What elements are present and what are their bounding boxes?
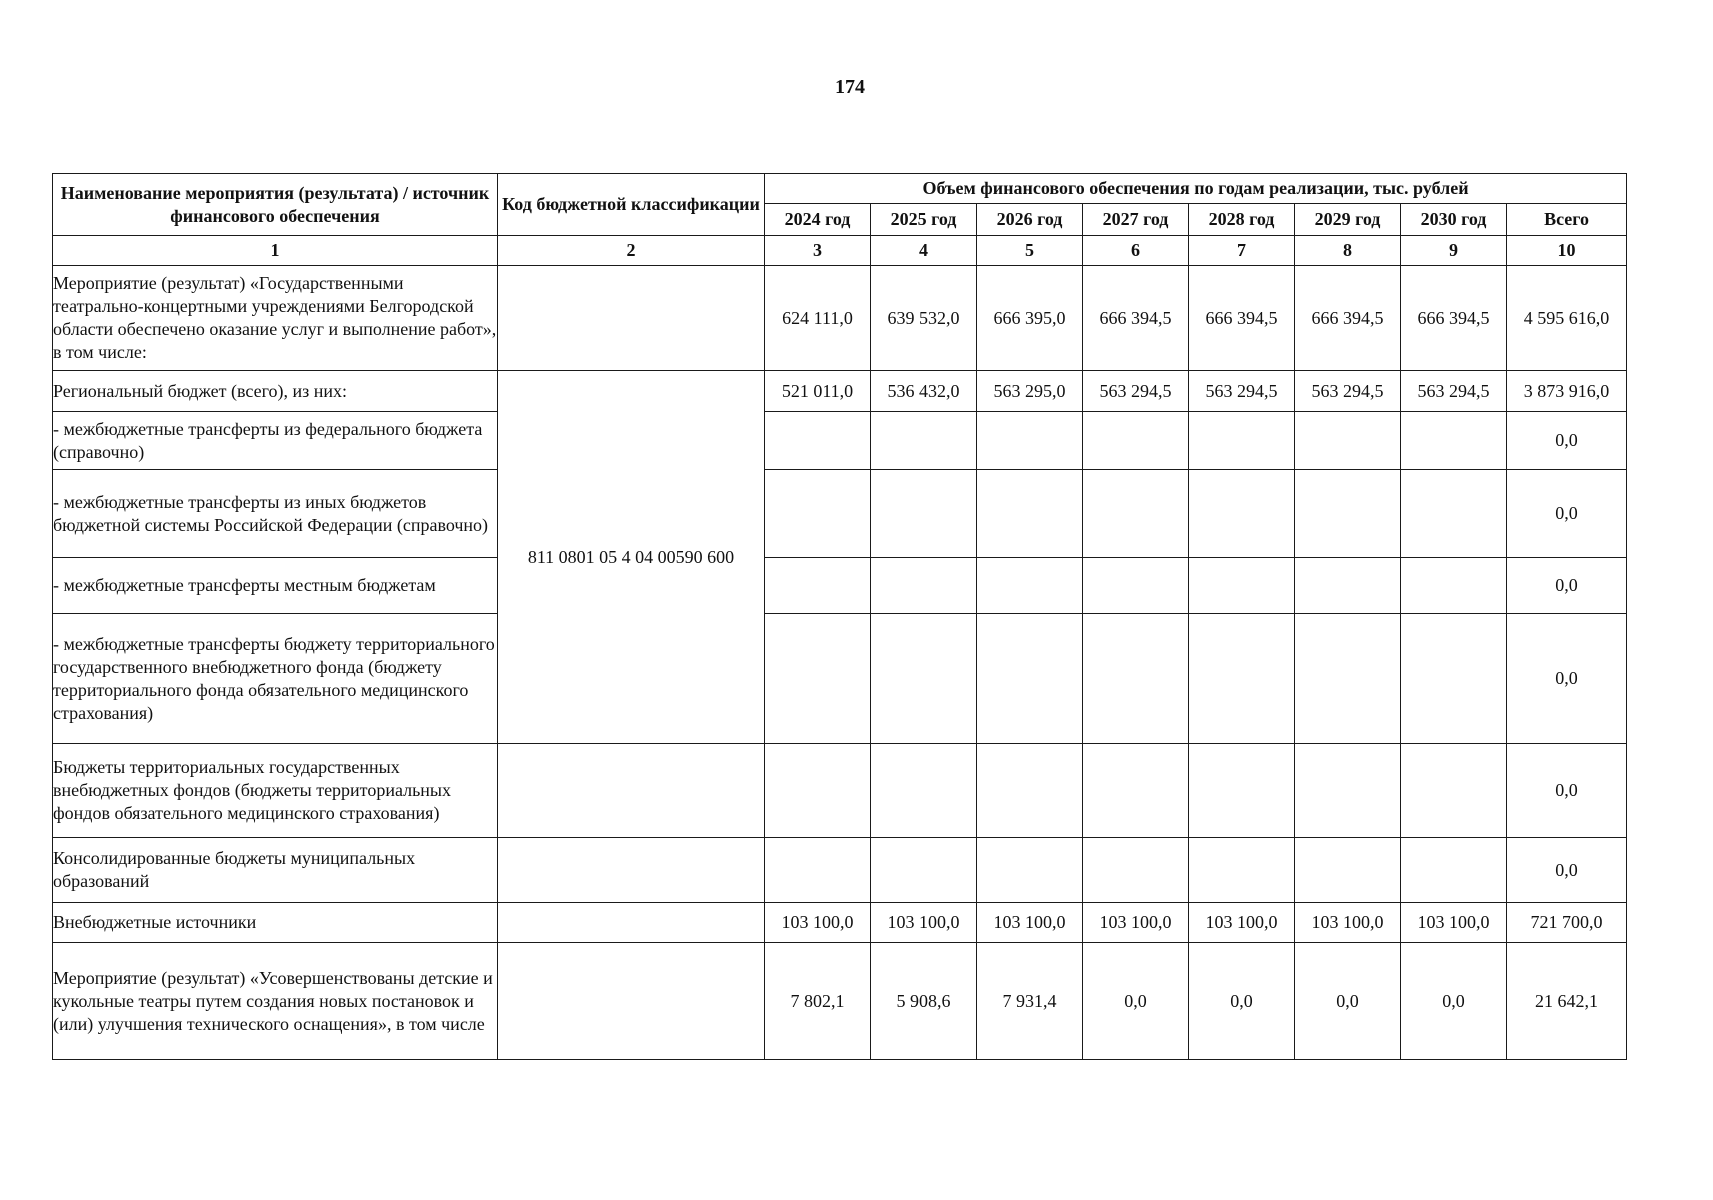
row-name: - межбюджетные трансферты из федерального бюджета (справочно) xyxy=(53,412,498,470)
value-cell: 0,0 xyxy=(1083,943,1189,1060)
header-code: Код бюджетной классификации xyxy=(498,174,765,236)
value-cell: 563 294,5 xyxy=(1295,371,1401,412)
value-cell: 521 011,0 xyxy=(765,371,871,412)
value-cell: 536 432,0 xyxy=(871,371,977,412)
value-cell xyxy=(765,412,871,470)
table-row xyxy=(53,371,1627,412)
value-cell xyxy=(871,412,977,470)
row-name: - межбюджетные трансферты местным бюджетам xyxy=(53,558,498,614)
financing-table xyxy=(52,173,1627,1060)
row-name: - межбюджетные трансферты бюджету территориального государственного внебюджетного фонда (бюджету территориального фонда обязательного медицинского страхования) xyxy=(53,614,498,744)
column-index: 9 xyxy=(1401,236,1507,266)
value-cell: 103 100,0 xyxy=(1083,903,1189,943)
value-cell: 103 100,0 xyxy=(1189,903,1295,943)
total-cell: 721 700,0 xyxy=(1507,903,1627,943)
table-row xyxy=(53,903,1627,943)
code-cell-empty xyxy=(498,266,765,371)
column-index: 1 xyxy=(53,236,498,266)
table-row xyxy=(53,614,1627,744)
table-row xyxy=(53,744,1627,838)
header-volume: Объем финансового обеспечения по годам реализации, тыс. рублей xyxy=(765,174,1627,204)
total-cell: 0,0 xyxy=(1507,470,1627,558)
column-index: 4 xyxy=(871,236,977,266)
value-cell: 103 100,0 xyxy=(1295,903,1401,943)
value-cell: 666 394,5 xyxy=(1401,266,1507,371)
value-cell xyxy=(977,470,1083,558)
value-cell: 666 394,5 xyxy=(1189,266,1295,371)
value-cell xyxy=(1189,838,1295,903)
row-name: Мероприятие (результат) «Государственными театрально-концертными учреждениями Белгородской области обеспечено оказание услуг и выполнение работ», в том числе: xyxy=(53,266,498,371)
value-cell xyxy=(1189,558,1295,614)
row-name: Консолидированные бюджеты муниципальных образований xyxy=(53,838,498,903)
value-cell xyxy=(1189,412,1295,470)
value-cell xyxy=(977,614,1083,744)
value-cell: 5 908,6 xyxy=(871,943,977,1060)
value-cell xyxy=(1083,838,1189,903)
value-cell xyxy=(1189,744,1295,838)
value-cell: 7 802,1 xyxy=(765,943,871,1060)
value-cell: 103 100,0 xyxy=(1401,903,1507,943)
value-cell: 666 395,0 xyxy=(977,266,1083,371)
header-year: 2024 год xyxy=(765,204,871,236)
value-cell: 666 394,5 xyxy=(1295,266,1401,371)
value-cell: 103 100,0 xyxy=(871,903,977,943)
value-cell xyxy=(977,558,1083,614)
value-cell xyxy=(765,558,871,614)
value-cell xyxy=(765,470,871,558)
value-cell: 0,0 xyxy=(1189,943,1295,1060)
row-name: Бюджеты территориальных государственных внебюджетных фондов (бюджеты территориальных фондов обязательного медицинского страхования) xyxy=(53,744,498,838)
row-name: - межбюджетные трансферты из иных бюджетов бюджетной системы Российской Федерации (справочно) xyxy=(53,470,498,558)
value-cell xyxy=(1083,412,1189,470)
value-cell xyxy=(977,838,1083,903)
value-cell: 563 294,5 xyxy=(1401,371,1507,412)
header-year: 2027 год xyxy=(1083,204,1189,236)
value-cell xyxy=(1401,470,1507,558)
value-cell xyxy=(1401,838,1507,903)
value-cell xyxy=(1295,558,1401,614)
value-cell: 624 111,0 xyxy=(765,266,871,371)
total-cell: 0,0 xyxy=(1507,744,1627,838)
total-cell: 0,0 xyxy=(1507,558,1627,614)
value-cell: 7 931,4 xyxy=(977,943,1083,1060)
value-cell xyxy=(1295,838,1401,903)
table-row xyxy=(53,266,1627,371)
value-cell xyxy=(1295,470,1401,558)
header-year: 2028 год xyxy=(1189,204,1295,236)
header-year: 2029 год xyxy=(1295,204,1401,236)
table-row xyxy=(53,470,1627,558)
value-cell xyxy=(977,744,1083,838)
value-cell xyxy=(1083,744,1189,838)
row-name: Мероприятие (результат) «Усовершенствованы детские и кукольные театры путем создания новых постановок и (или) улучшения технического оснащения», в том числе xyxy=(53,943,498,1060)
column-index: 7 xyxy=(1189,236,1295,266)
header-year: 2025 год xyxy=(871,204,977,236)
value-cell xyxy=(765,614,871,744)
budget-code: 811 0801 05 4 04 00590 600 xyxy=(498,371,765,744)
value-cell xyxy=(1295,614,1401,744)
value-cell xyxy=(1295,744,1401,838)
value-cell xyxy=(977,412,1083,470)
table-row xyxy=(53,943,1627,1060)
page-number: 174 xyxy=(835,76,865,98)
value-cell: 666 394,5 xyxy=(1083,266,1189,371)
value-cell xyxy=(765,744,871,838)
header-total: Всего xyxy=(1507,204,1627,236)
column-index: 3 xyxy=(765,236,871,266)
column-index: 10 xyxy=(1507,236,1627,266)
value-cell xyxy=(871,838,977,903)
code-cell-empty xyxy=(498,903,765,943)
value-cell xyxy=(871,558,977,614)
value-cell: 639 532,0 xyxy=(871,266,977,371)
value-cell: 0,0 xyxy=(1295,943,1401,1060)
total-cell: 4 595 616,0 xyxy=(1507,266,1627,371)
column-index: 2 xyxy=(498,236,765,266)
value-cell xyxy=(871,614,977,744)
header-year: 2030 год xyxy=(1401,204,1507,236)
value-cell: 563 294,5 xyxy=(1083,371,1189,412)
column-index: 5 xyxy=(977,236,1083,266)
value-cell xyxy=(1295,412,1401,470)
value-cell: 563 295,0 xyxy=(977,371,1083,412)
value-cell xyxy=(765,838,871,903)
header-name: Наименование мероприятия (результата) / источник финансового обеспечения xyxy=(53,174,498,236)
value-cell xyxy=(1189,470,1295,558)
column-index: 6 xyxy=(1083,236,1189,266)
total-cell: 0,0 xyxy=(1507,838,1627,903)
total-cell: 21 642,1 xyxy=(1507,943,1627,1060)
value-cell xyxy=(871,470,977,558)
value-cell: 563 294,5 xyxy=(1189,371,1295,412)
value-cell xyxy=(1083,558,1189,614)
code-cell-empty xyxy=(498,838,765,903)
table-row xyxy=(53,412,1627,470)
table-row xyxy=(53,838,1627,903)
value-cell xyxy=(1083,614,1189,744)
value-cell xyxy=(1401,744,1507,838)
column-index: 8 xyxy=(1295,236,1401,266)
table-row xyxy=(53,558,1627,614)
value-cell: 103 100,0 xyxy=(765,903,871,943)
row-name: Внебюджетные источники xyxy=(53,903,498,943)
value-cell xyxy=(1083,470,1189,558)
value-cell: 103 100,0 xyxy=(977,903,1083,943)
value-cell xyxy=(1401,614,1507,744)
value-cell xyxy=(1401,412,1507,470)
header-year: 2026 год xyxy=(977,204,1083,236)
total-cell: 0,0 xyxy=(1507,614,1627,744)
value-cell xyxy=(871,744,977,838)
value-cell: 0,0 xyxy=(1401,943,1507,1060)
total-cell: 0,0 xyxy=(1507,412,1627,470)
total-cell: 3 873 916,0 xyxy=(1507,371,1627,412)
value-cell xyxy=(1401,558,1507,614)
code-cell-empty xyxy=(498,744,765,838)
row-name: Региональный бюджет (всего), из них: xyxy=(53,371,498,412)
value-cell xyxy=(1189,614,1295,744)
code-cell-empty xyxy=(498,943,765,1060)
